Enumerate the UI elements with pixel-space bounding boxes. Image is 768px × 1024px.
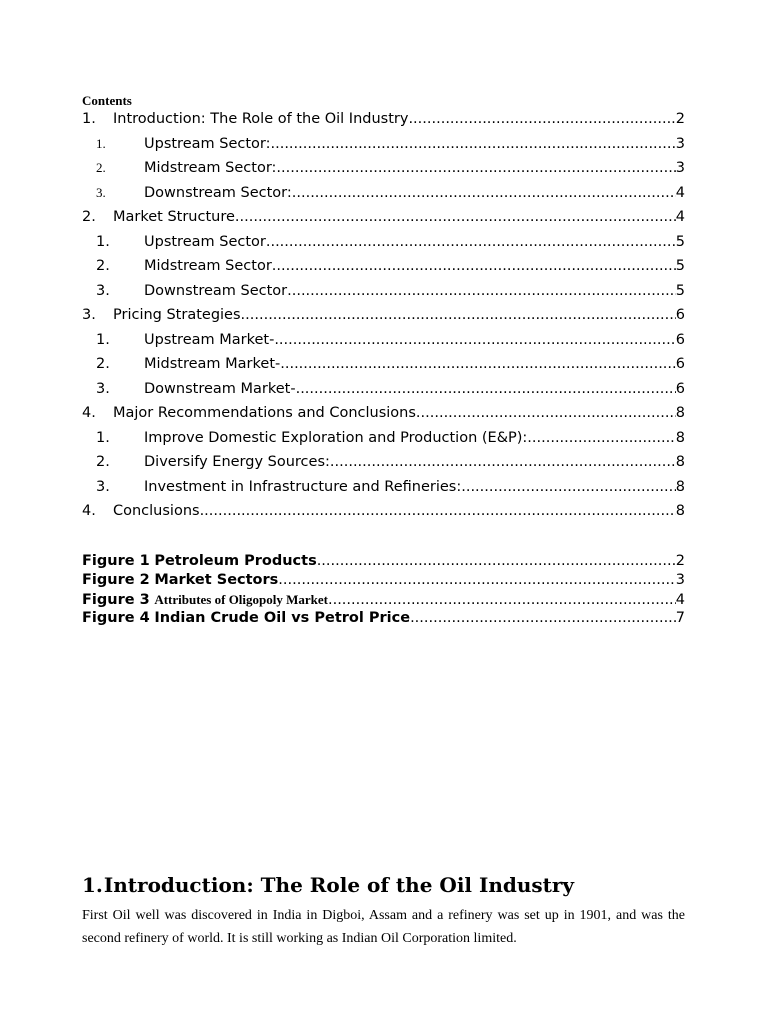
figure-label: Figure 4 [82, 610, 150, 626]
toc-entry-number: 2. [96, 258, 110, 274]
toc-entry-number: 2. [96, 160, 106, 175]
section-number: 1. [82, 873, 103, 897]
toc-entry[interactable] [82, 254, 685, 279]
dot-leader [292, 181, 676, 206]
dot-leader [274, 328, 675, 353]
toc-entry[interactable] [82, 377, 685, 402]
toc-entry[interactable] [82, 352, 685, 377]
toc-entry-title: Midstream Market- [144, 356, 281, 372]
figure-label: Figure 3 [82, 592, 150, 608]
toc-entry-title: Investment in Infrastructure and Refineries: [144, 478, 462, 495]
toc-entry-title: Downstream Sector [144, 282, 288, 299]
toc-entry[interactable] [82, 499, 685, 524]
figure-page: 7 [675, 610, 685, 626]
toc-entry-title: Diversify Energy Sources: [144, 454, 330, 470]
toc-entry-page: 3 [675, 160, 685, 176]
toc-entry-title: Midstream Sector: [144, 160, 277, 176]
dot-leader [461, 475, 676, 500]
toc-entry-title: Upstream Sector [144, 233, 266, 250]
toc-entry-title: Conclusions [113, 503, 200, 519]
figure-entry[interactable] [82, 552, 685, 571]
toc-entry[interactable] [82, 303, 685, 328]
toc-entry-page: 4 [675, 184, 685, 201]
toc-entry-page: 6 [675, 307, 685, 323]
toc-entry-number: 3. [96, 380, 110, 397]
toc-entry-number: 2. [96, 356, 110, 372]
dot-leader [276, 156, 675, 181]
table-of-figures [82, 552, 685, 628]
dot-leader [527, 426, 675, 451]
toc-entry[interactable] [82, 132, 685, 157]
figure-caption: Market Sectors [154, 572, 279, 588]
figure-caption: Petroleum Products [154, 553, 317, 569]
dot-leader [416, 401, 676, 426]
toc-entry-title: Downstream Market- [144, 380, 296, 397]
toc-entry-title: Market Structure [113, 209, 235, 225]
toc-entry-title: Introduction: The Role of the Oil Industry [113, 111, 409, 127]
dot-leader [408, 107, 675, 132]
toc-entry-title: Upstream Sector: [144, 135, 271, 152]
section-body-paragraph: First Oil well was discovered in India in Digboi, Assam and a refinery was set up in 1901, and was the second refinery of world. It is still working as Indian Oil Corporation limited. [82, 908, 685, 946]
toc-entry-number: 3. [96, 282, 110, 299]
dot-leader [272, 254, 676, 279]
toc-entry-number: 2. [96, 454, 110, 470]
toc-entry[interactable] [82, 230, 685, 255]
toc-entry-page: 5 [675, 233, 685, 250]
dot-leader [287, 279, 676, 304]
toc-entry[interactable] [82, 450, 685, 475]
toc-entry-page: 5 [675, 282, 685, 299]
toc-entry-title: Upstream Market- [144, 331, 275, 348]
toc-entry[interactable] [82, 328, 685, 353]
dot-leader [296, 377, 676, 402]
toc-entry-number: 3. [96, 478, 110, 495]
table-of-contents [82, 107, 685, 524]
toc-entry[interactable] [82, 156, 685, 181]
toc-entry-number: 3. [82, 307, 96, 323]
figure-entry[interactable] [82, 590, 685, 609]
toc-entry-number: 2. [82, 209, 96, 225]
figure-entry[interactable] [82, 609, 685, 628]
dot-leader [271, 132, 676, 157]
toc-entry-page: 5 [675, 258, 685, 274]
toc-entry-title: Pricing Strategies [113, 307, 241, 323]
toc-entry-number: 1. [96, 331, 110, 348]
figure-label: Figure 2 [82, 572, 150, 588]
dot-leader [410, 609, 676, 628]
toc-entry[interactable] [82, 181, 685, 206]
dot-leader [317, 552, 676, 571]
toc-entry-page: 6 [675, 356, 685, 372]
toc-entry-page: 8 [675, 478, 685, 495]
dot-leader [330, 450, 676, 475]
toc-entry[interactable] [82, 401, 685, 426]
toc-entry[interactable] [82, 107, 685, 132]
toc-entry-title: Improve Domestic Exploration and Production (E&P): [144, 429, 528, 446]
contents-heading: Contents [82, 93, 132, 108]
toc-entry-number: 1. [82, 111, 96, 127]
toc-entry-title: Major Recommendations and Conclusions [113, 405, 416, 421]
toc-entry-number: 1. [96, 429, 110, 446]
toc-entry-number: 1. [96, 135, 106, 151]
figure-label: Figure 1 [82, 553, 150, 569]
dot-leader [328, 591, 676, 609]
toc-entry-page: 8 [675, 454, 685, 470]
dot-leader [266, 230, 676, 255]
toc-entry[interactable] [82, 426, 685, 451]
toc-entry-page: 8 [675, 503, 685, 519]
figure-page: 3 [675, 572, 685, 588]
toc-entry-page: 8 [675, 429, 685, 446]
section-title: Introduction: The Role of the Oil Industry [103, 873, 575, 897]
figure-page: 4 [675, 592, 685, 608]
section-heading [82, 872, 574, 898]
toc-entry-page: 8 [675, 405, 685, 421]
figure-caption: Indian Crude Oil vs Petrol Price [154, 610, 411, 626]
figure-caption: Attributes of Oligopoly Market [154, 592, 328, 607]
toc-entry[interactable] [82, 205, 685, 230]
toc-entry-number: 1. [96, 233, 110, 250]
figure-entry[interactable] [82, 571, 685, 590]
dot-leader [280, 352, 676, 377]
toc-entry-title: Downstream Sector: [144, 184, 292, 201]
dot-leader [200, 499, 676, 524]
toc-entry-page: 4 [675, 209, 685, 225]
toc-entry-title: Midstream Sector [144, 258, 272, 274]
toc-entry-page: 3 [675, 135, 685, 152]
toc-entry-page: 2 [675, 111, 685, 127]
toc-entry-number: 3. [96, 184, 106, 200]
toc-entry[interactable] [82, 279, 685, 304]
figure-page: 2 [675, 553, 685, 569]
toc-entry-number: 4. [82, 503, 96, 519]
dot-leader [278, 571, 675, 590]
dot-leader [235, 205, 676, 230]
toc-entry-number: 4. [82, 405, 96, 421]
toc-entry-page: 6 [675, 331, 685, 348]
dot-leader [241, 303, 676, 328]
toc-entry[interactable] [82, 475, 685, 500]
toc-entry-page: 6 [675, 380, 685, 397]
